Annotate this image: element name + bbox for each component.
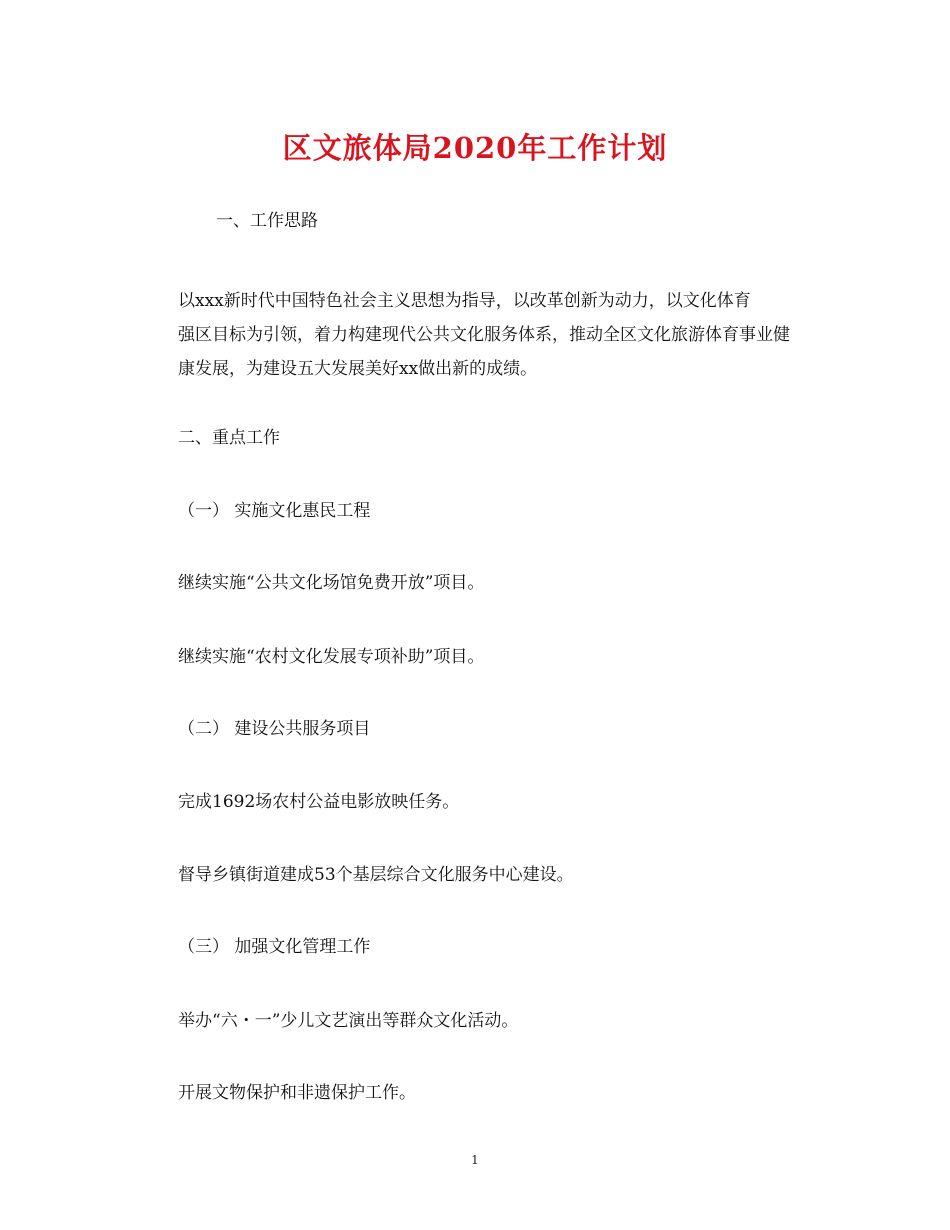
list-item: 举办“六・一”少儿文艺演出等群众文化活动。 [178,1011,519,1031]
subsection-heading-culture-benefit: （一） 实施文化惠民工程 [178,501,371,521]
list-item: 督导乡镇街道建成53个基层综合文化服务中心建设。 [178,865,574,885]
subsection-heading-culture-management: （三） 加强文化管理工作 [178,937,371,957]
list-item: 继续实施“公共文化场馆免费开放”项目。 [178,573,485,593]
page-number: 1 [471,1153,479,1167]
paragraph-line: 强区目标为引领，着力构建现代公共文化服务体系，推动全区文化旅游体育事业健 [178,325,790,345]
list-item: 完成1692场农村公益电影放映任务。 [178,792,460,812]
list-item: 继续实施“农村文化发展专项补助”项目。 [178,647,485,667]
paragraph-line: 康发展，为建设五大发展美好xx做出新的成绩。 [178,359,538,379]
subsection-heading-public-service: （二） 建设公共服务项目 [178,719,371,739]
document-title: 区文旅体局2020年工作计划 [282,131,668,165]
section-heading-approach: 一、工作思路 [216,211,318,231]
section-heading-key-work: 二、重点工作 [178,428,280,448]
paragraph-line: 以xxx新时代中国特色社会主义思想为指导，以改革创新为动力，以文化体育 [178,291,751,311]
list-item: 开展文物保护和非遗保护工作。 [178,1083,416,1103]
section-approach-paragraph [178,284,818,386]
